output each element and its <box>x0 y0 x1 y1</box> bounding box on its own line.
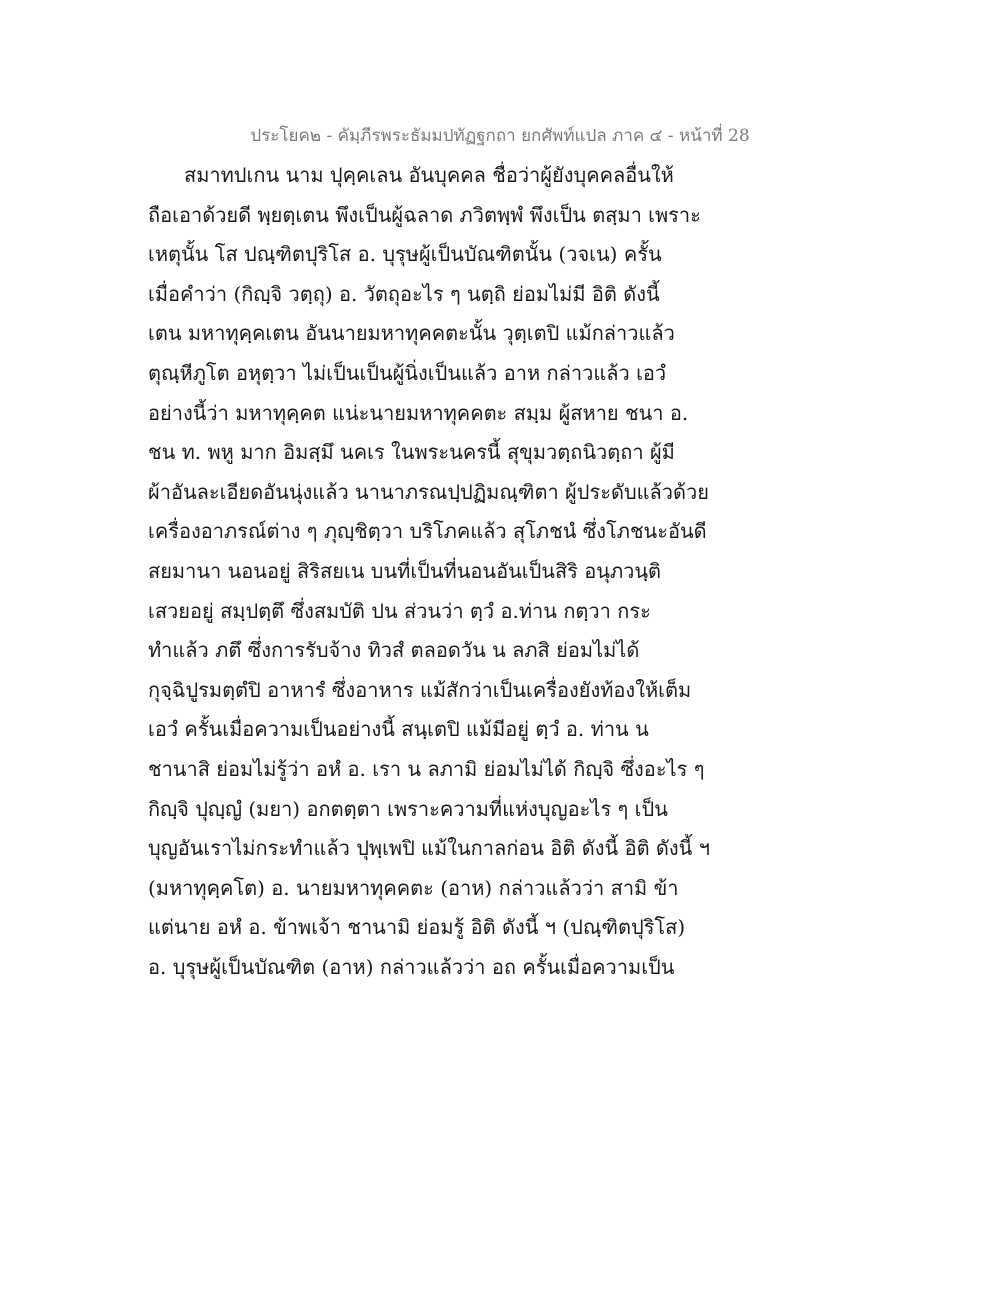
text-line: บุญอันเราไม่กระทำแล้ว ปุพฺเพปิ แม้ในกาลก่อน อิติ ดังนี้ อิติ ดังนี้ ฯ <box>148 836 710 861</box>
text-line: ชน ท. พหู มาก อิมสฺมึ นคเร ในพระนครนี้ สุขุมวตฺถนิวตฺถา ผู้มี <box>148 440 675 465</box>
body-text <box>148 156 708 987</box>
text-line: ชานาสิ ย่อมไม่รู้ว่า อหํ อ. เรา น ลภามิ ย่อมไม่ได้ กิญฺจิ ซึ่งอะไร ๆ <box>148 756 705 781</box>
running-header: ประโยค๒ - คัมฺภีรพระธัมมปทัฏฐกถา ยกศัพท์แปล ภาค ๔ - หน้าที่ 28 <box>250 126 750 146</box>
text-line: เมื่อคำว่า (กิญฺจิ วตฺถุ) อ. วัตถุอะไร ๆ นตฺถิ ย่อมไม่มี อิติ ดังนี้ <box>148 281 660 306</box>
text-line: กิญฺจิ ปุญฺญํ (มยา) อกตตฺตา เพราะความที่แห่งบุญอะไร ๆ เป็น <box>148 796 668 821</box>
text-line: สมาทปเกน นาม ปุคฺคเลน อันบุคคล ชื่อว่าผู้ยังบุคคลอื่นให้ <box>184 163 674 187</box>
text-line: แต่นาย อหํ อ. ข้าพเจ้า ชานามิ ย่อมรู้ อิติ ดังนี้ ฯ (ปณฺฑิตปุริโส) <box>148 915 686 940</box>
text-line: เหตุนั้น โส ปณฺฑิตปุริโส อ. บุรุษผู้เป็นบัณฑิตนั้น (วจเน) ครั้น <box>148 242 662 267</box>
text-line: ตุณฺหีภูโต อหุตฺวา ไม่เป็นเป็นผู้นิ่งเป็นแล้ว อาห กล่าวแล้ว เอวํ <box>148 360 667 385</box>
text-line: เสวยอยู่ สมฺปตฺตึ ซึ่งสมบัติ ปน ส่วนว่า ตฺวํ อ.ท่าน กตฺวา กระ <box>148 598 651 623</box>
text-line: ถือเอาด้วยดี พฺยตฺเตน พึงเป็นผู้ฉลาด ภวิตพฺพํ พึงเป็น ตสฺมา เพราะ <box>148 202 701 227</box>
text-line: อย่างนี้ว่า มหาทุคฺคต แน่ะนายมหาทุคคตะ สมฺม ผู้สหาย ชนา อ. <box>148 400 689 425</box>
text-line: (มหาทุคฺคโต) อ. นายมหาทุคคตะ (อาห) กล่าวแล้วว่า สามิ ข้า <box>148 875 679 900</box>
text-line: เตน มหาทุคฺคเตน อันนายมหาทุคคตะนั้น วุตฺเตปิ แม้กล่าวแล้ว <box>148 321 675 346</box>
text-line: สยมานา นอนอยู่ สิริสยเน บนที่เป็นที่นอนอันเป็นสิริ อนุภวนฺติ <box>148 558 662 583</box>
text-line: อ. บุรุษผู้เป็นบัณฑิต (อาห) กล่าวแล้วว่า อถ ครั้นเมื่อความเป็น <box>148 954 675 979</box>
text-line: กุจฺฉิปูรมตฺตํปิ อาหารํ ซึ่งอาหาร แม้สักว่าเป็นเครื่องยังท้องให้เต็ม <box>148 677 692 702</box>
text-line: เครื่องอาภรณ์ต่าง ๆ ภุญฺชิตฺวา บริโภคแล้ว สุโภชนํ ซึ่งโภชนะอันดี <box>148 519 707 544</box>
text-line: ผ้าอันละเอียดอันนุ่งแล้ว นานาภรณปฺปฏิมณฺฑิตา ผู้ประดับแล้วด้วย <box>148 479 709 504</box>
text-line: เอวํ ครั้นเมื่อความเป็นอย่างนี้ สนฺเตปิ แม้มีอยู่ ตฺวํ อ. ท่าน น <box>148 717 649 742</box>
text-line: ทำแล้ว ภตึ ซึ่งการรับจ้าง ทิวสํ ตลอดวัน น ลภสิ ย่อมไม่ได้ <box>148 638 640 663</box>
